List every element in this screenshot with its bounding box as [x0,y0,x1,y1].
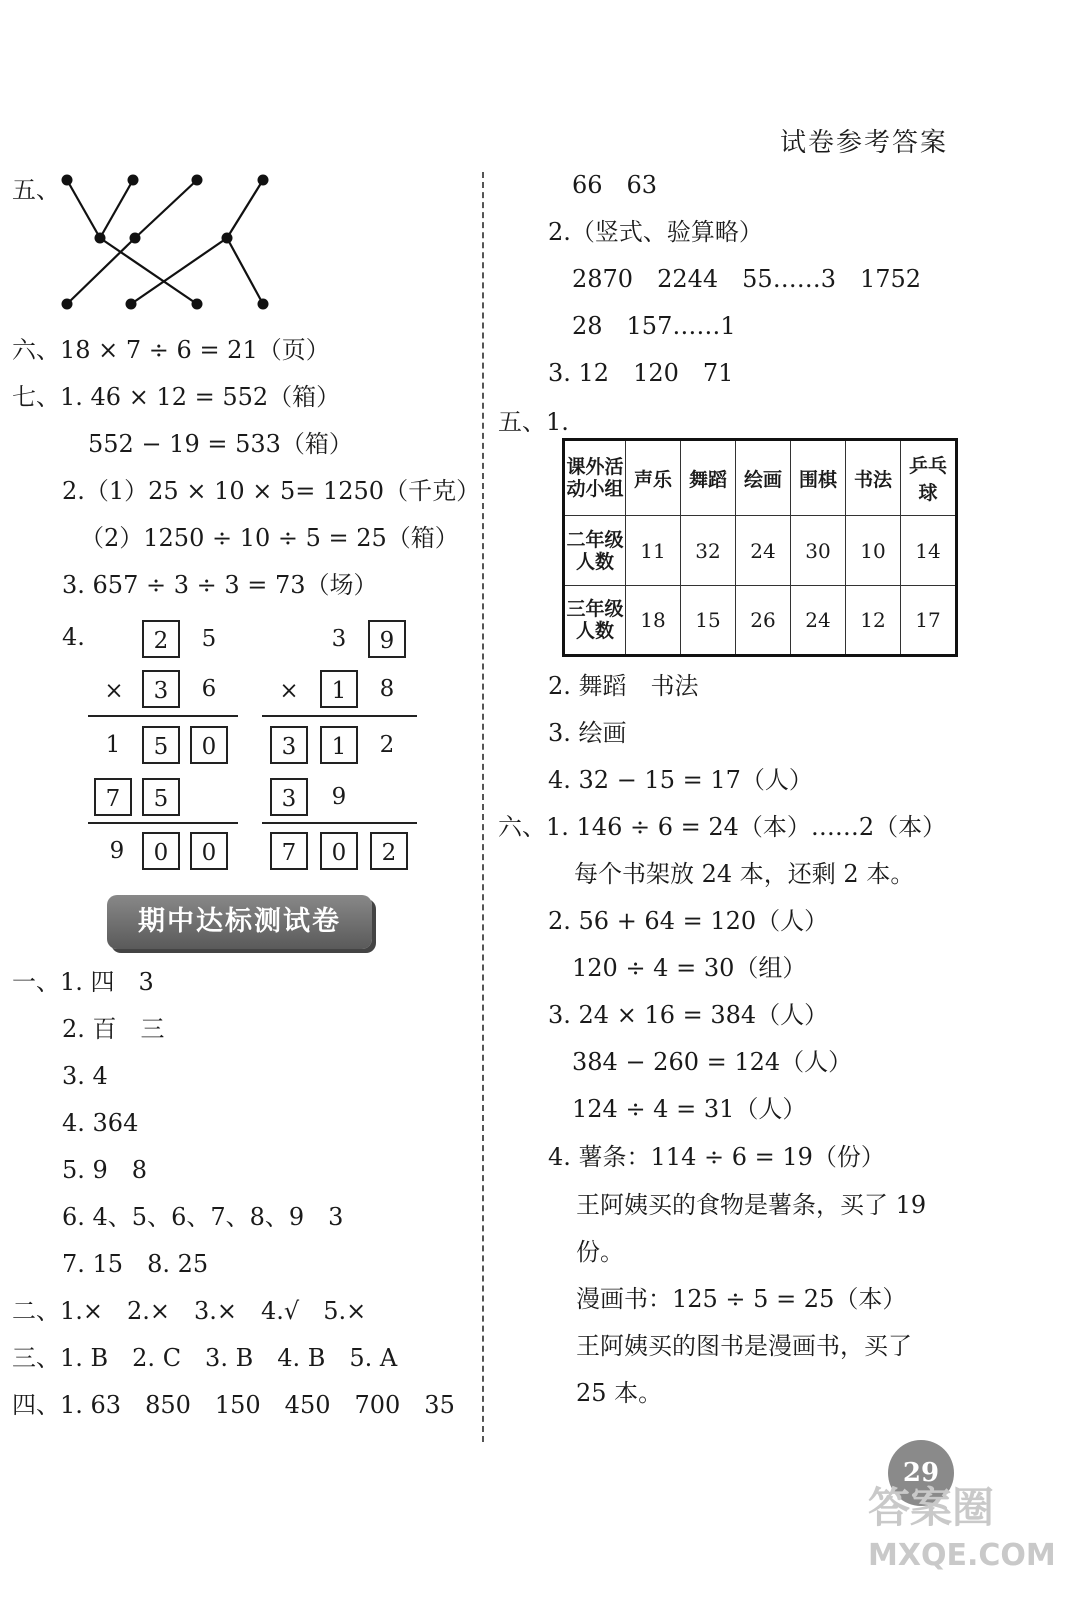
answer-line: 每个书架放 24 本，还剩 2 本。 [574,860,915,888]
table-row [564,586,957,656]
table-cell: 14 [901,516,957,586]
digit-box: 1 [320,670,358,708]
dot-bottom-4 [258,299,269,310]
digit-box: 5 [142,726,180,764]
digit: 9 [331,784,347,810]
table-header-row [564,440,957,516]
answer-line: 2870 2244 55……3 1752 [572,265,922,293]
times-sign: × [279,678,299,704]
table-cell: 10 [846,516,901,586]
digit: 6 [201,676,217,702]
answer-line: （2）1250 ÷ 10 ÷ 5 = 25（箱） [80,524,459,552]
section-5-label: 五、 [12,176,60,204]
answer-line: 66 63 [572,171,658,199]
table-header-cell: 声乐 [626,440,681,516]
calc-rule [262,715,417,717]
answer-line: 384 − 260 = 124（人） [572,1048,853,1076]
answer-line: 3. 24 × 16 = 384（人） [548,1001,829,1029]
watermark [868,1478,1058,1590]
table-row-label: 三年级人数 [564,586,626,656]
answer-line: 2. 舞蹈 书法 [548,672,699,700]
table-header-cell: 课外活动小组 [564,440,626,516]
answer-line: 124 ÷ 4 = 31（人） [572,1095,807,1123]
digit-box: 2 [142,620,180,658]
answer-line: 三、1. B 2. C 3. B 4. B 5. A [12,1344,398,1372]
calc-rule [88,822,238,824]
answer-line: 二、1.× 2.× 3.× 4.√ 5.× [12,1297,367,1325]
answer-line: 120 ÷ 4 = 30（组） [572,954,807,982]
digit: 2 [379,732,395,758]
digit-box: 3 [142,670,180,708]
answer-line: 3. 657 ÷ 3 ÷ 3 = 73（场） [62,571,378,599]
digit-box: 0 [190,726,228,764]
activity-groups-table [562,438,958,657]
calc-rule [262,822,417,824]
answer-line: 七、1. 46 × 12 = 552（箱） [12,383,341,411]
answer-line: 2. 百 三 [62,1015,165,1043]
answer-line: 2. 56 + 64 = 120（人） [548,907,829,935]
page-number: 29 [888,1440,954,1506]
table-cell: 17 [901,586,957,656]
answer-line: 漫画书：125 ÷ 5 = 25（本） [576,1285,907,1313]
dot-top-3 [192,175,203,186]
dot-mid-1 [95,233,106,244]
answer-line: 3. 12 120 71 [548,359,734,387]
table-header-cell: 乒乓球 [901,440,957,516]
calc-rule [88,715,238,717]
answer-line: 6. 4、5、6、7、8、9 3 [62,1203,344,1231]
digit-box: 9 [368,620,406,658]
table-cell: 15 [681,586,736,656]
answer-line: 五、1. [498,408,569,436]
table-header-cell: 书法 [846,440,901,516]
dot-bottom-2 [126,299,137,310]
digit-box: 3 [270,726,308,764]
digit-box: 5 [142,778,180,816]
answer-line: 4. [62,623,85,651]
digit-box: 7 [270,832,308,870]
digit-box: 0 [320,832,358,870]
dot-top-4 [258,175,269,186]
answer-line: 六、18 × 7 ÷ 6 = 21（页） [12,336,330,364]
answer-line: 3. 绘画 [548,719,627,747]
answer-line: 2.（1）25 × 10 × 5= 1250（千克） [62,477,481,505]
table-header-cell: 舞蹈 [681,440,736,516]
table-cell: 24 [736,516,791,586]
dot-bottom-1 [62,299,73,310]
answer-line: 25 本。 [576,1379,663,1407]
answer-line: 7. 15 8. 25 [62,1250,209,1278]
watermark-text: 答案圈 [868,1483,995,1532]
digit-box: 3 [270,778,308,816]
table-row-label: 二年级人数 [564,516,626,586]
column-divider [482,172,484,1442]
digit-box: 0 [190,832,228,870]
digit: 1 [105,732,121,758]
table-cell: 26 [736,586,791,656]
digit: 9 [109,838,125,864]
answer-line: 4. 364 [62,1109,139,1137]
answer-line: 六、1. 146 ÷ 6 = 24（本）……2（本） [498,813,947,841]
matching-lines-diagram [55,168,285,318]
answer-line: 28 157……1 [572,312,736,340]
dot-bottom-3 [192,299,203,310]
page-header: 试卷参考答案 [779,128,948,158]
answer-line: 四、1. 63 850 150 450 700 35 [12,1391,455,1419]
times-sign: × [104,678,124,704]
table-cell: 11 [626,516,681,586]
table-cell: 18 [626,586,681,656]
dot-mid-2 [130,233,141,244]
digit-box: 1 [320,726,358,764]
table-row [564,516,957,586]
table-cell: 24 [791,586,846,656]
digit: 5 [201,626,217,652]
answer-line: 4. 薯条：114 ÷ 6 = 19（份） [548,1143,885,1171]
answer-line: 份。 [576,1238,624,1266]
answer-line: 5. 9 8 [62,1156,148,1184]
table-cell: 30 [791,516,846,586]
dot-top-1 [62,175,73,186]
watermark-url: MXQE.COM [868,1538,1056,1573]
answer-line: 一、1. 四 3 [12,968,154,996]
digit-box: 7 [94,778,132,816]
answer-line: 552 − 19 = 533（箱） [88,430,353,458]
table-header-cell: 围棋 [791,440,846,516]
answer-line: 3. 4 [62,1062,108,1090]
digit-box: 0 [142,832,180,870]
table-header-cell: 绘画 [736,440,791,516]
digit: 3 [331,626,347,652]
answer-line: 王阿姨买的图书是漫画书，买了 [576,1332,912,1360]
table-cell: 32 [681,516,736,586]
answer-line: 2.（竖式、验算略） [548,218,763,246]
digit: 8 [379,676,395,702]
digit-box: 2 [370,832,408,870]
answer-line: 4. 32 − 15 = 17（人） [548,766,813,794]
dot-top-2 [128,175,139,186]
table-cell: 12 [846,586,901,656]
section-banner: 期中达标测试卷 [107,895,372,949]
answer-line: 王阿姨买的食物是薯条，买了 19 [576,1191,927,1219]
dot-mid-3 [222,233,233,244]
